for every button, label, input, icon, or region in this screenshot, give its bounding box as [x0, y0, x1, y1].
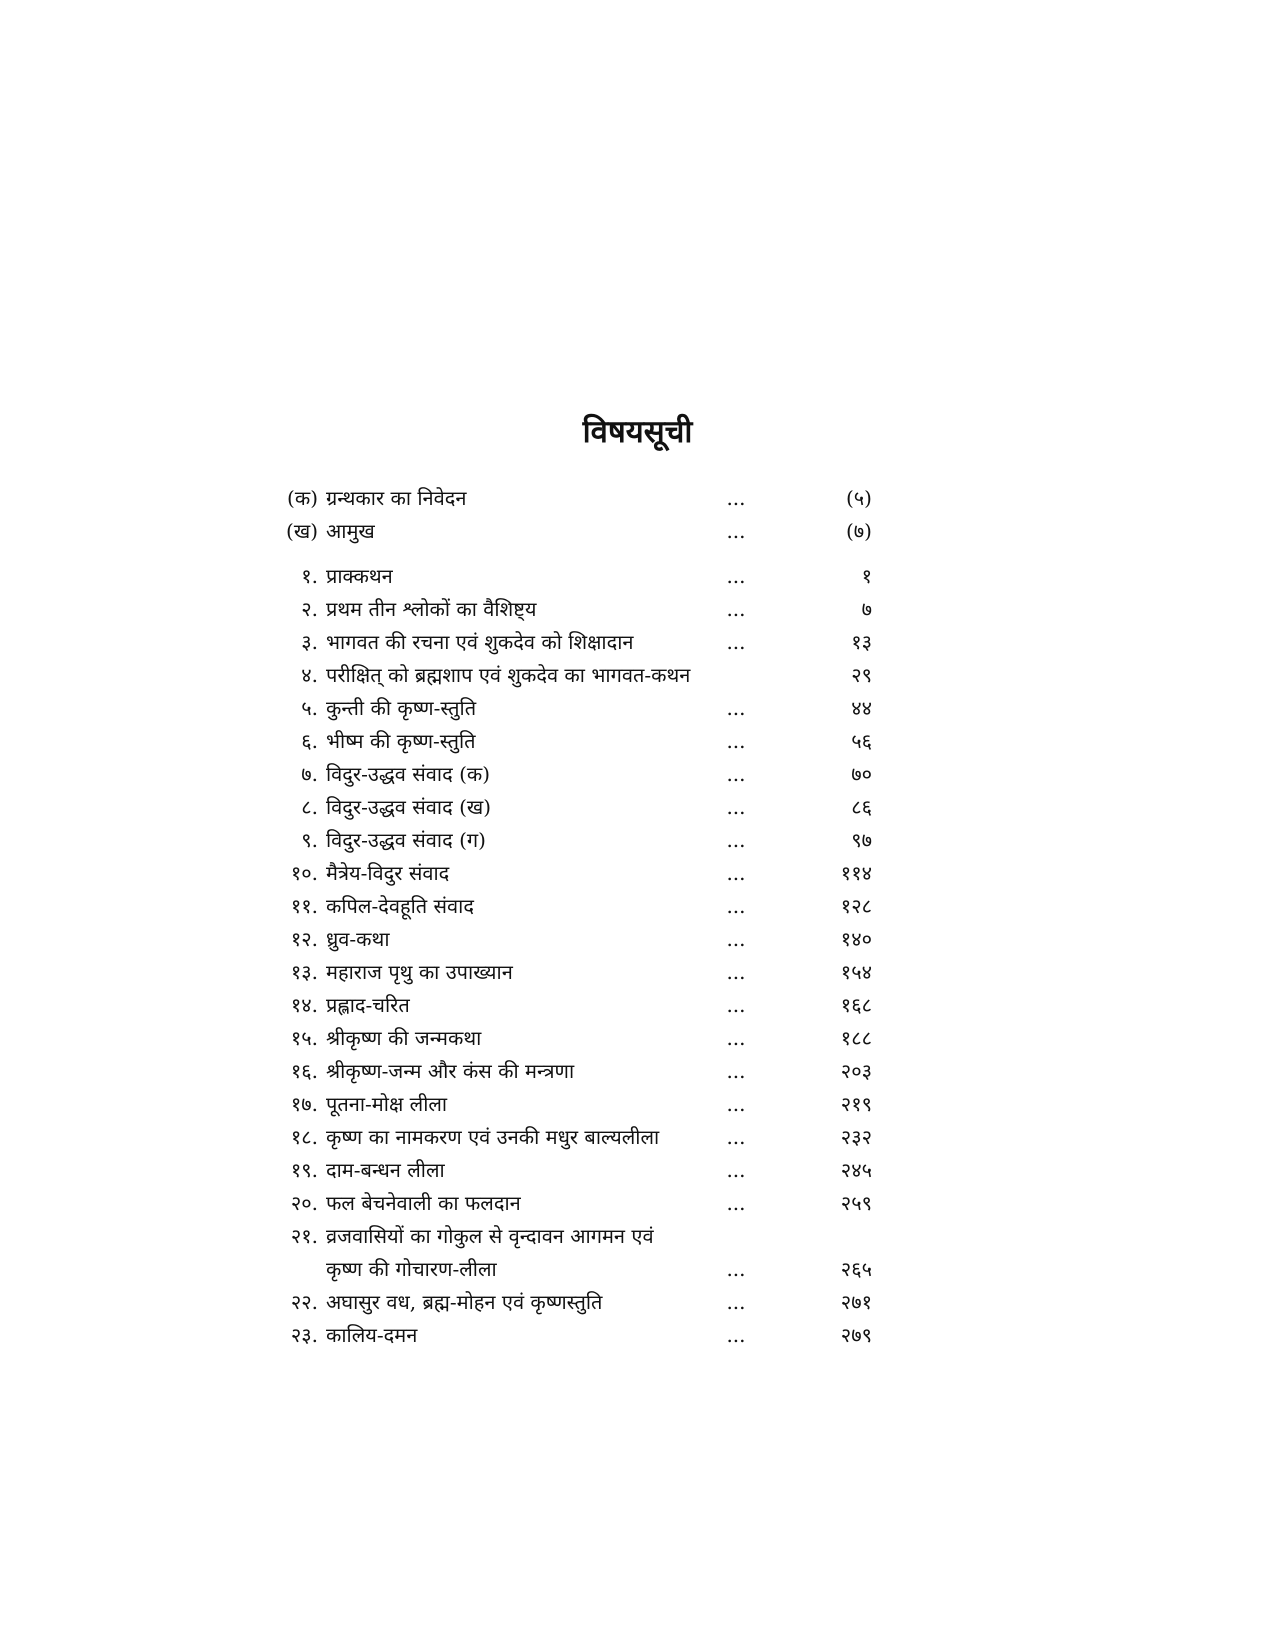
entry-title: व्रजवासियों का गोकुल से वृन्दावन आगमन एवं	[326, 1224, 654, 1248]
entry-title: श्रीकृष्ण-जन्म और कंस की मन्त्रणा	[326, 1059, 575, 1083]
entry-number: ५.	[301, 696, 318, 720]
chapter-row	[268, 626, 872, 659]
entry-number: १६.	[290, 1059, 318, 1083]
entry-page: १	[861, 564, 872, 588]
entry-number: १४.	[290, 993, 318, 1017]
entry-number: २३.	[290, 1323, 318, 1347]
entry-number: १.	[301, 564, 318, 588]
chapter-row	[268, 758, 872, 791]
entry-page: १५४	[840, 960, 872, 984]
entry-leader: ...	[726, 1026, 746, 1050]
entry-page: २६५	[840, 1257, 872, 1281]
chapter-row	[268, 725, 872, 758]
entry-title: कुन्ती की कृष्ण-स्तुति	[326, 696, 477, 720]
entry-page: ९७	[851, 828, 872, 852]
entry-title: प्राक्कथन	[326, 564, 393, 588]
entry-leader: ...	[726, 861, 746, 885]
entry-page: (५)	[845, 486, 872, 510]
entry-title: कृष्ण का नामकरण एवं उनकी मधुर बाल्यलीला	[326, 1125, 660, 1149]
chapter-row	[268, 1187, 872, 1220]
entry-title: मैत्रेय-विदुर संवाद	[326, 861, 450, 885]
entry-leader: ...	[726, 894, 746, 918]
chapter-row	[268, 1154, 872, 1187]
chapter-entries	[268, 560, 872, 1352]
entry-number: १७.	[290, 1092, 318, 1116]
entry-leader: ...	[726, 828, 746, 852]
chapter-row	[268, 1022, 872, 1055]
chapter-row	[268, 1121, 872, 1154]
entry-page: १४०	[840, 927, 872, 951]
entry-page: २१९	[840, 1092, 872, 1116]
entry-title: विदुर-उद्धव संवाद (ग)	[326, 828, 486, 852]
entry-title: दाम-बन्धन लीला	[326, 1158, 445, 1182]
entry-number: १५.	[290, 1026, 318, 1050]
entry-title: भागवत की रचना एवं शुकदेव को शिक्षादान	[326, 630, 634, 654]
entry-page: २५९	[840, 1191, 872, 1215]
entry-page: २४५	[840, 1158, 872, 1182]
entry-leader: ...	[726, 1290, 746, 1314]
entry-title: ग्रन्थकार का निवेदन	[326, 486, 467, 510]
entry-leader: ...	[726, 729, 746, 753]
entry-leader: ...	[726, 630, 746, 654]
entry-page: २७१	[840, 1290, 872, 1314]
entry-number: २०.	[290, 1191, 318, 1215]
chapter-row	[268, 1220, 872, 1253]
entry-title: कृष्ण की गोचारण-लीला	[326, 1257, 497, 1281]
entry-title: विदुर-उद्धव संवाद (क)	[326, 762, 491, 786]
entry-leader: ...	[726, 993, 746, 1017]
chapter-row	[268, 890, 872, 923]
entry-title: विदुर-उद्धव संवाद (ख)	[326, 795, 492, 819]
entry-leader: ...	[726, 564, 746, 588]
section-gap	[268, 548, 872, 560]
entry-title: अघासुर वध, ब्रह्म-मोहन एवं कृष्णस्तुति	[326, 1290, 603, 1314]
entry-page: १८८	[840, 1026, 872, 1050]
entry-number: १३.	[290, 960, 318, 984]
entry-number: २.	[301, 597, 318, 621]
chapter-row	[268, 692, 872, 725]
entry-number: २१.	[290, 1224, 318, 1248]
entry-page: ५६	[851, 729, 872, 753]
entry-title: परीक्षित् को ब्रह्मशाप एवं शुकदेव का भागवत-कथन	[326, 663, 691, 687]
entry-number: १८.	[290, 1125, 318, 1149]
entry-page: (७)	[845, 519, 872, 543]
entry-leader: ...	[726, 762, 746, 786]
prelim-row	[268, 482, 872, 515]
chapter-row	[268, 560, 872, 593]
entry-title: श्रीकृष्ण की जन्मकथा	[326, 1026, 482, 1050]
entry-page: ११४	[840, 861, 872, 885]
entry-number: ६.	[301, 729, 318, 753]
entry-leader: ...	[726, 597, 746, 621]
entry-number: (ख)	[286, 519, 318, 543]
entry-title: कपिल-देवहूति संवाद	[326, 894, 474, 918]
table-of-contents	[268, 482, 872, 1352]
entry-page: १३	[851, 630, 872, 654]
chapter-row	[268, 956, 872, 989]
entry-number: २२.	[290, 1290, 318, 1314]
entry-page: ७	[861, 597, 872, 621]
entry-leader: ...	[726, 1092, 746, 1116]
entry-leader: ...	[726, 795, 746, 819]
entry-page: २९	[851, 663, 872, 687]
entry-leader: ...	[726, 1323, 746, 1347]
entry-title: भीष्म की कृष्ण-स्तुति	[326, 729, 476, 753]
entry-title: कालिय-दमन	[326, 1323, 418, 1347]
chapter-row	[268, 824, 872, 857]
entry-leader: ...	[726, 1059, 746, 1083]
chapter-row	[268, 593, 872, 626]
entry-leader: ...	[726, 519, 746, 543]
entry-number: (क)	[287, 486, 318, 510]
entry-page: ४४	[851, 696, 872, 720]
entry-title: महाराज पृथु का उपाख्यान	[326, 960, 513, 984]
entry-title: प्रथम तीन श्लोकों का वैशिष्ट्य	[326, 597, 537, 621]
entry-number: ११.	[290, 894, 318, 918]
entry-leader: ...	[726, 486, 746, 510]
chapter-row	[268, 1286, 872, 1319]
page-title: विषयसूची	[582, 414, 693, 450]
chapter-row	[268, 989, 872, 1022]
entry-number: १०.	[290, 861, 318, 885]
chapter-row	[268, 857, 872, 890]
chapter-row	[268, 791, 872, 824]
entry-number: ९.	[301, 828, 318, 852]
entry-number: ४.	[301, 663, 318, 687]
entry-title: पूतना-मोक्ष लीला	[326, 1092, 448, 1116]
prelim-entries	[268, 482, 872, 548]
entry-page: ७०	[851, 762, 872, 786]
chapter-row	[268, 1055, 872, 1088]
entry-title: ध्रुव-कथा	[326, 927, 390, 951]
entry-leader: ...	[726, 927, 746, 951]
prelim-row	[268, 515, 872, 548]
entry-page: ८६	[851, 795, 872, 819]
entry-number: १२.	[290, 927, 318, 951]
chapter-row	[268, 1319, 872, 1352]
entry-page: १६८	[840, 993, 872, 1017]
entry-leader: ...	[726, 1257, 746, 1281]
entry-leader: ...	[726, 696, 746, 720]
chapter-row	[268, 923, 872, 956]
entry-page: २३२	[840, 1125, 872, 1149]
entry-page: २०३	[840, 1059, 872, 1083]
entry-number: ८.	[301, 795, 318, 819]
entry-number: ७.	[301, 762, 318, 786]
chapter-row	[268, 659, 872, 692]
chapter-row	[268, 1253, 872, 1286]
entry-number: ३.	[301, 630, 318, 654]
entry-title: आमुख	[326, 519, 375, 543]
chapter-row	[268, 1088, 872, 1121]
entry-leader: ...	[726, 1125, 746, 1149]
entry-page: २७९	[840, 1323, 872, 1347]
entry-leader: ...	[726, 960, 746, 984]
entry-leader: ...	[726, 1191, 746, 1215]
entry-title: प्रह्लाद-चरित	[326, 993, 410, 1017]
entry-title: फल बेचनेवाली का फलदान	[326, 1191, 521, 1215]
entry-number: १९.	[290, 1158, 318, 1182]
entry-page: १२८	[840, 894, 872, 918]
entry-leader: ...	[726, 1158, 746, 1182]
